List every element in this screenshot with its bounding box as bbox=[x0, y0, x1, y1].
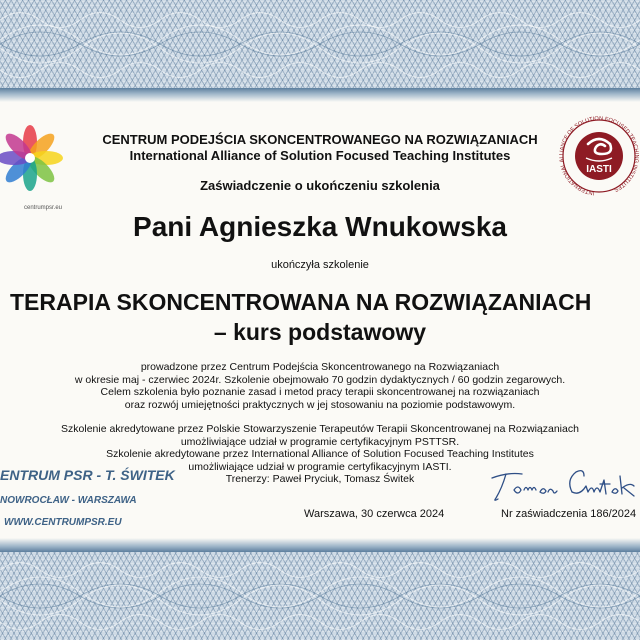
description-line: w okresie maj - czerwiec 2024r. Szkolenie obejmowało 70 godzin dydaktycznych / 60 godzin zegarowych. bbox=[74, 373, 566, 386]
seal-label: IASTI bbox=[586, 164, 612, 175]
course-description bbox=[0, 361, 640, 411]
top-guilloche-pattern bbox=[0, 0, 640, 102]
certificate-number: Nr zaświadczenia 186/2024 bbox=[501, 508, 637, 520]
course-title-line-1: TERAPIA SKONCENTROWANA NA ROZWIĄZANIACH bbox=[10, 289, 592, 315]
seal-ring-text: INTERNATIONAL ALLIANCE OF SOLUTION FOCUSED TEACHING INSTITUTES bbox=[559, 115, 640, 196]
trainers-line: Trenerzy: Paweł Pryciuk, Tomasz Świtek bbox=[225, 473, 415, 486]
accreditation-line: umożliwiające udział w programie certyfikacyjnym PSTTSR. bbox=[180, 435, 460, 448]
description-line: Celem szkolenia było poznanie zasad i metod pracy terapii skoncentrowanej na rozwiązaniach bbox=[100, 386, 540, 399]
recipient-name: Pani Agnieszka Wnukowska bbox=[133, 211, 507, 242]
accreditation-line: Szkolenie akredytowane przez International Alliance of Solution Focused Teaching Institutes bbox=[106, 448, 534, 461]
organization-name-en: International Alliance of Solution Focused Teaching Institutes bbox=[129, 148, 511, 163]
bottom-border-band bbox=[0, 538, 640, 640]
description-line: oraz rozwój umiejętności praktycznych w jej stosowaniu na poziomie podstawowym. bbox=[124, 398, 516, 411]
trainer-signature bbox=[488, 462, 640, 504]
accreditation-line: Szkolenie akredytowane przez Polskie Stowarzyszenie Terapeutów Terapii Skoncentrowanej na Rozwiązaniach bbox=[61, 423, 579, 435]
stamp-line-1: ENTRUM PSR - T. ŚWITEK bbox=[0, 467, 175, 483]
description-line: prowadzone przez Centrum Podejścia Skoncentrowanego na Rozwiązaniach bbox=[140, 361, 500, 373]
completed-text: ukończyła szkolenie bbox=[271, 259, 369, 271]
organization-name-pl: CENTRUM PODEJŚCIA SKONCENTROWANEGO NA ROZWIĄZANIACH bbox=[102, 132, 538, 147]
certificate-title: Zaświadczenie o ukończeniu szkolenia bbox=[200, 178, 440, 193]
top-border-band bbox=[0, 0, 640, 102]
course-title-line-2: – kurs podstawowy bbox=[213, 319, 427, 345]
left-logo-caption: centrumpsr.eu bbox=[24, 205, 63, 211]
place-and-date: Warszawa, 30 czerwca 2024 bbox=[304, 508, 445, 520]
bottom-guilloche-pattern bbox=[0, 538, 640, 640]
stamp-line-3: WWW.CENTRUMPSR.EU bbox=[4, 517, 122, 528]
stamp-line-2: NOWROCŁAW - WARSZAWA bbox=[0, 495, 137, 506]
accreditation-line: umożliwiające udział w programie certyfikacyjnym IASTI. bbox=[188, 460, 452, 473]
